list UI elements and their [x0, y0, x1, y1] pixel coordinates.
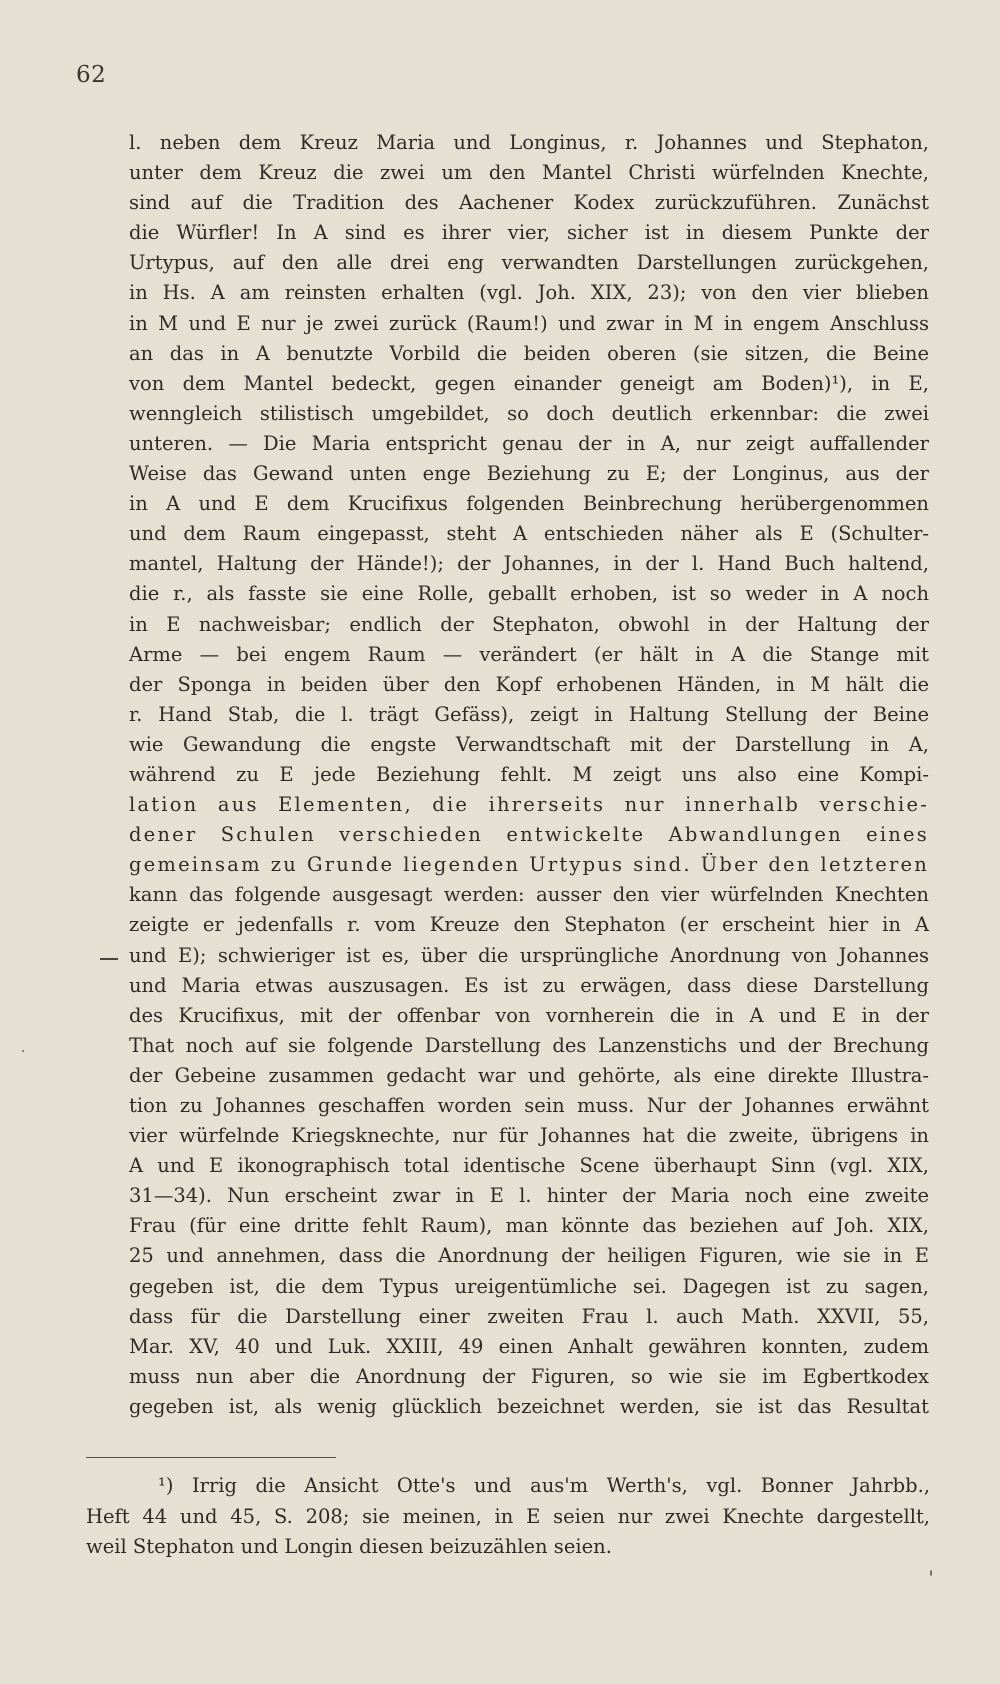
text-line: unter dem Kreuz die zwei um den Mantel Christi würfelnden Knechte,	[129, 161, 929, 185]
text-line: Weise das Gewand unten enge Beziehung zu E; der Longinus, aus der	[129, 462, 929, 486]
text-line: wie Gewandung die engste Verwandtschaft mit der Darstellung in A,	[129, 732, 929, 756]
text-line: in M und E nur je zwei zurück (Raum!) und zwar in M in engem Anschluss	[129, 311, 929, 335]
text-line: tion zu Johannes geschaffen worden sein muss. Nur der Johannes erwähnt	[129, 1094, 929, 1117]
text-line: der Gebeine zusammen gedacht war und gehörte, als eine direkte Illustra-	[129, 1063, 929, 1087]
text-line: in E nachweisbar; endlich der Stephaton, obwohl in der Haltung der	[129, 612, 929, 636]
text-line: unteren. — Die Maria entspricht genau der in A, nur zeigt auffallender	[129, 431, 929, 455]
text-line: während zu E jede Beziehung fehlt. M zeigt uns also eine Kompi-	[129, 762, 929, 786]
text-line-spaced: dener Schulen verschieden entwickelte Abwandlungen eines	[129, 823, 929, 847]
text-line: an das in A benutzte Vorbild die beiden oberen (sie sitzen, die Beine	[129, 341, 929, 365]
text-line-spaced: lation aus Elementen, die ihrerseits nur innerhalb verschie-	[129, 793, 929, 817]
text-line: Mar. XV, 40 und Luk. XXIII, 49 einen Anhalt gewähren konnten, zudem	[129, 1334, 929, 1358]
text-line: kann das folgende ausgesagt werden: ausser den vier würfelnden Knechten	[129, 883, 929, 907]
text-line: l. neben dem Kreuz Maria und Longinus, r. Johannes und Stephaton,	[129, 131, 929, 154]
text-line: muss nun aber die Anordnung der Figuren, so wie sie im Egbertkodex	[129, 1364, 929, 1388]
text-line: zeigte er jedenfalls r. vom Kreuze den Stephaton (er erscheint hier in A	[129, 913, 929, 937]
margin-dash-mark	[100, 958, 118, 960]
text-line: A und E ikonographisch total identische Scene überhaupt Sinn (vgl. XIX,	[129, 1154, 929, 1178]
text-line: in A und E dem Krucifixus folgenden Beinbrechung herübergenommen	[129, 492, 929, 516]
text-line: dass für die Darstellung einer zweiten Frau l. auch Math. XXVII, 55,	[129, 1304, 929, 1328]
footnote-line	[86, 1471, 930, 1502]
text-line: mantel, Haltung der Hände!); der Johannes, in der l. Hand Buch haltend,	[129, 552, 929, 576]
text-line: r. Hand Stab, die l. trägt Gefäss), zeigt in Haltung Stellung der Beine	[129, 702, 929, 726]
footnote-line: Heft 44 und 45, S. 208; sie meinen, in E seien nur zwei Knechte dargestellt,	[86, 1504, 930, 1528]
text-line: 25 und annehmen, dass die Anordnung der heiligen Figuren, wie sie in E	[129, 1244, 929, 1268]
text-line: Urtypus, auf den alle drei eng verwandten Darstellungen zurückgehen,	[129, 251, 929, 275]
text-line: und E); schwieriger ist es, über die ursprüngliche Anordnung von Johannes	[129, 943, 929, 967]
text-line: des Krucifixus, mit der offenbar von vornherein die in A und E in der	[129, 1003, 929, 1027]
footnote-text: Irrig die Ansicht Otte's und aus'm Werth's, vgl. Bonner Jahrbb.,	[191, 1474, 931, 1497]
text-line: der Sponga in beiden über den Kopf erhobenen Händen, in M hält die	[129, 672, 929, 696]
footnote-rule	[86, 1457, 336, 1458]
text-line-spaced: gemeinsam zu Grunde liegenden Urtypus sind. Über den letzteren	[129, 853, 929, 877]
text-line: gegeben ist, die dem Typus ureigentümliche sei. Dagegen ist zu sagen,	[129, 1274, 929, 1298]
text-line: die Würfler! In A sind es ihrer vier, sicher ist in diesem Punkte der	[129, 221, 929, 245]
text-line: in Hs. A am reinsten erhalten (vgl. Joh. XIX, 23); von den vier blieben	[129, 281, 929, 305]
text-line: und Maria etwas auszusagen. Es ist zu erwägen, dass diese Darstellung	[129, 973, 929, 997]
text-line: Arme — bei engem Raum — verändert (er hält in A die Stange mit	[129, 642, 929, 666]
paper-speck	[22, 1050, 24, 1052]
footnotes	[86, 1471, 930, 1563]
text-line: Frau (für eine dritte fehlt Raum), man könnte das beziehen auf Joh. XIX,	[129, 1214, 929, 1238]
footnote-marker: ¹)	[158, 1474, 174, 1497]
text-line: wenngleich stilistisch umgebildet, so doch deutlich erkennbar: die zwei	[129, 401, 929, 425]
paper-speck	[930, 1570, 932, 1576]
page-number: 62	[76, 62, 107, 88]
text-line: vier würfelnde Kriegsknechte, nur für Johannes hat die zweite, übrigens in	[129, 1124, 929, 1148]
text-line: von dem Mantel bedeckt, gegen einander geneigt am Boden)¹), in E,	[129, 371, 929, 395]
text-line: gegeben ist, als wenig glücklich bezeichnet werden, sie ist das Resultat	[129, 1394, 929, 1418]
footnote-line: weil Stephaton und Longin diesen beizuzählen seien.	[86, 1535, 612, 1558]
text-line: die r., als fasste sie eine Rolle, geballt erhoben, ist so weder in A noch	[129, 582, 929, 606]
body-text	[129, 128, 929, 1422]
text-line: sind auf die Tradition des Aachener Kodex zurückzuführen. Zunächst	[129, 191, 929, 215]
text-line: That noch auf sie folgende Darstellung des Lanzenstichs und der Brechung	[129, 1033, 929, 1057]
text-line: 31—34). Nun erscheint zwar in E l. hinter der Maria noch eine zweite	[129, 1184, 929, 1208]
text-line: und dem Raum eingepasst, steht A entschieden näher als E (Schulter-	[129, 522, 929, 546]
